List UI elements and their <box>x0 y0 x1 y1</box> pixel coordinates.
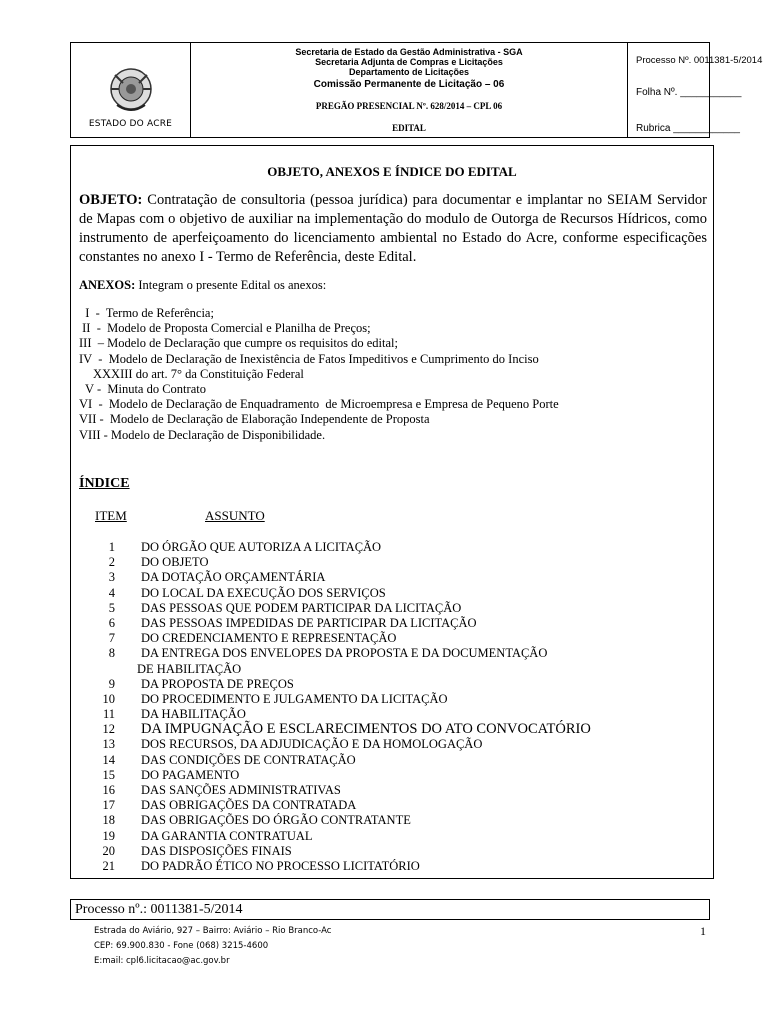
indice-row <box>95 768 705 783</box>
indice-row <box>95 677 705 692</box>
document-header <box>70 42 763 138</box>
objeto-label: OBJETO: <box>79 192 143 208</box>
item-subject: DAS DISPOSIÇÕES FINAIS <box>141 843 292 858</box>
item-subject: DO OBJETO <box>141 555 209 570</box>
item-number: 5 <box>108 600 115 615</box>
item-number: 14 <box>102 752 115 767</box>
objeto-paragraph <box>79 191 707 267</box>
item-subject: DO ÓRGÃO QUE AUTORIZA A LICITAÇÃO <box>141 540 382 554</box>
item-subject: DO CREDENCIAMENTO E REPRESENTAÇÃO <box>141 631 397 646</box>
state-label: ESTADO DO ACRE <box>88 119 173 129</box>
anexo-item: VII - Modelo de Declaração de Elaboração Independente de Proposta <box>79 412 430 427</box>
item-number: 20 <box>102 843 115 858</box>
indice-row <box>95 844 705 859</box>
indice-table <box>95 540 705 874</box>
anexo-item: VI - Modelo de Declaração de Enquadramento de Microempresa e Empresa de Pequeno Porte <box>79 397 559 412</box>
indice-row <box>95 753 705 768</box>
item-subject: DA ENTREGA DOS ENVELOPES DA PROPOSTA E DA DOCUMENTAÇÃO <box>141 646 548 661</box>
anexos-list <box>79 306 559 443</box>
address-line: Estrada do Aviário, 927 – Bairro: Aviário – Rio Branco-Ac <box>94 926 332 936</box>
indice-row <box>95 798 705 813</box>
item-number: 16 <box>102 783 115 797</box>
item-subject: DA IMPUGNAÇÃO E ESCLARECIMENTOS DO ATO CONVOCATÓRIO <box>141 721 591 738</box>
anexos-intro-text: Integram o presente Edital os anexos: <box>135 278 327 292</box>
processo-number: Processo Nº. 0011381-5/2014 <box>636 55 763 66</box>
header-line-1: Secretaria de Estado da Gestão Administrativa - SGA <box>295 47 523 57</box>
anexo-item: VIII - Modelo de Declaração de Disponibilidade. <box>79 427 326 442</box>
item-number: 11 <box>102 707 115 722</box>
item-number: 21 <box>102 858 115 873</box>
folha-field: Folha Nº. ___________ <box>636 87 742 98</box>
item-number: 1 <box>108 540 115 554</box>
header-center-cell <box>191 43 628 137</box>
item-subject: DA HABILITAÇÃO <box>141 707 246 722</box>
item-subject: DAS OBRIGAÇÕES DO ÓRGÃO CONTRATANTE <box>141 813 411 828</box>
item-subject: DO PADRÃO ÉTICO NO PROCESSO LICITATÓRIO <box>141 858 420 873</box>
objeto-text: Contratação de consultoria (pessoa jurídica) para documentar e implantar no SEIAM Servidor de Mapas com o objetivo de auxiliar na implementação do modulo de Outorga de Recursos Hídricos, como instrumento de aperfeiçoamento do licenciamento ambiental no Estado do Acre, conforme especificações constantes no anexo I - Termo de Referência, deste Edital. <box>79 192 707 265</box>
email-line: E:mail: cpl6.licitacao@ac.gov.br <box>94 956 230 966</box>
indice-row <box>95 829 705 844</box>
item-subject: DA DOTAÇÃO ORÇAMENTÁRIA <box>141 570 326 585</box>
item-number: 2 <box>108 555 115 570</box>
item-subject: DOS RECURSOS, DA ADJUDICAÇÃO E DA HOMOLOGAÇÃO <box>141 737 483 752</box>
anexo-item: II - Modelo de Proposta Comercial e Planilha de Preços; <box>79 321 371 336</box>
section-title: OBJETO, ANEXOS E ÍNDICE DO EDITAL <box>267 164 517 179</box>
indice-row <box>95 555 705 570</box>
indice-col-assunto: ASSUNTO <box>205 508 265 523</box>
indice-row <box>95 783 705 798</box>
header-line-3: Departamento de Licitações <box>348 67 470 77</box>
phone-line: CEP: 69.900.830 - Fone (068) 3215-4600 <box>94 941 269 951</box>
item-number: 15 <box>102 767 115 782</box>
item-number: 12 <box>102 722 115 737</box>
indice-row <box>95 631 705 646</box>
item-subject: DAS SANÇÕES ADMINISTRATIVAS <box>141 783 341 797</box>
indice-row <box>95 813 705 828</box>
indice-row <box>95 540 705 555</box>
anexo-item: I - Termo de Referência; <box>79 306 214 320</box>
indice-row <box>95 707 705 722</box>
item-subject: DO PROCEDIMENTO E JULGAMENTO DA LICITAÇÃO <box>141 691 448 706</box>
anexos-label: ANEXOS: <box>79 278 136 292</box>
header-logo-cell <box>71 43 191 137</box>
item-subject: DO PAGAMENTO <box>141 767 240 782</box>
page-number: 1 <box>700 924 706 938</box>
indice-row <box>95 722 705 737</box>
anexo-item-continuation: XXXIII do art. 7° da Constituição Federal <box>93 366 304 381</box>
indice-row <box>95 737 705 752</box>
item-number: 17 <box>102 798 115 813</box>
indice-col-item: ITEM <box>95 508 127 523</box>
content-box <box>70 145 714 879</box>
item-subject: DE HABILITAÇÃO <box>137 661 242 676</box>
header-line-6: EDITAL <box>392 123 426 133</box>
item-number: 13 <box>102 737 115 752</box>
item-subject: DA PROPOSTA DE PREÇOS <box>141 676 294 691</box>
item-number: 19 <box>102 828 115 843</box>
item-number: 7 <box>108 631 115 646</box>
item-subject: DA GARANTIA CONTRATUAL <box>141 828 313 843</box>
item-subject: DAS PESSOAS IMPEDIDAS DE PARTICIPAR DA LICITAÇÃO <box>141 615 477 630</box>
footer-address <box>94 924 332 969</box>
indice-row <box>95 586 705 601</box>
header-right-cell <box>628 43 763 137</box>
item-number: 9 <box>108 676 115 691</box>
item-number: 8 <box>108 646 115 661</box>
rubrica-field: Rubrica ____________ <box>636 123 740 134</box>
indice-title: ÍNDICE <box>79 476 130 491</box>
indice-row <box>95 570 705 585</box>
item-number: 3 <box>108 570 115 585</box>
anexos-intro <box>79 278 326 293</box>
item-subject: DO LOCAL DA EXECUÇÃO DOS SERVIÇOS <box>141 585 386 600</box>
indice-row <box>95 692 705 707</box>
header-line-4: Comissão Permanente de Licitação – 06 <box>313 79 505 90</box>
item-subject: DAS PESSOAS QUE PODEM PARTICIPAR DA LICITAÇÃO <box>141 600 462 615</box>
anexo-item: III – Modelo de Declaração que cumpre os requisitos do edital; <box>79 336 398 351</box>
item-number: 6 <box>108 615 115 630</box>
header-line-5: PREGÃO PRESENCIAL Nº. 628/2014 – CPL 06 <box>315 101 503 111</box>
item-subject: DAS OBRIGAÇÕES DA CONTRATADA <box>141 798 357 813</box>
footer-processo: Processo nº.: 0011381-5/2014 <box>70 899 710 920</box>
item-subject: DAS CONDIÇÕES DE CONTRATAÇÃO <box>141 752 356 767</box>
indice-row <box>95 859 705 874</box>
anexo-item: V - Minuta do Contrato <box>79 382 206 397</box>
indice-row <box>95 601 705 616</box>
header-line-2: Secretaria Adjunta de Compras e Licitações <box>315 57 503 67</box>
indice-row-continuation <box>95 662 705 677</box>
item-number: 4 <box>108 585 115 600</box>
indice-row <box>95 646 705 661</box>
item-number: 18 <box>102 813 115 828</box>
item-number: 10 <box>102 691 115 706</box>
anexo-item: IV - Modelo de Declaração de Inexistência de Fatos Impeditivos e Cumprimento do Inciso <box>79 351 539 366</box>
indice-row <box>95 616 705 631</box>
state-coat-of-arms-icon <box>105 65 157 115</box>
